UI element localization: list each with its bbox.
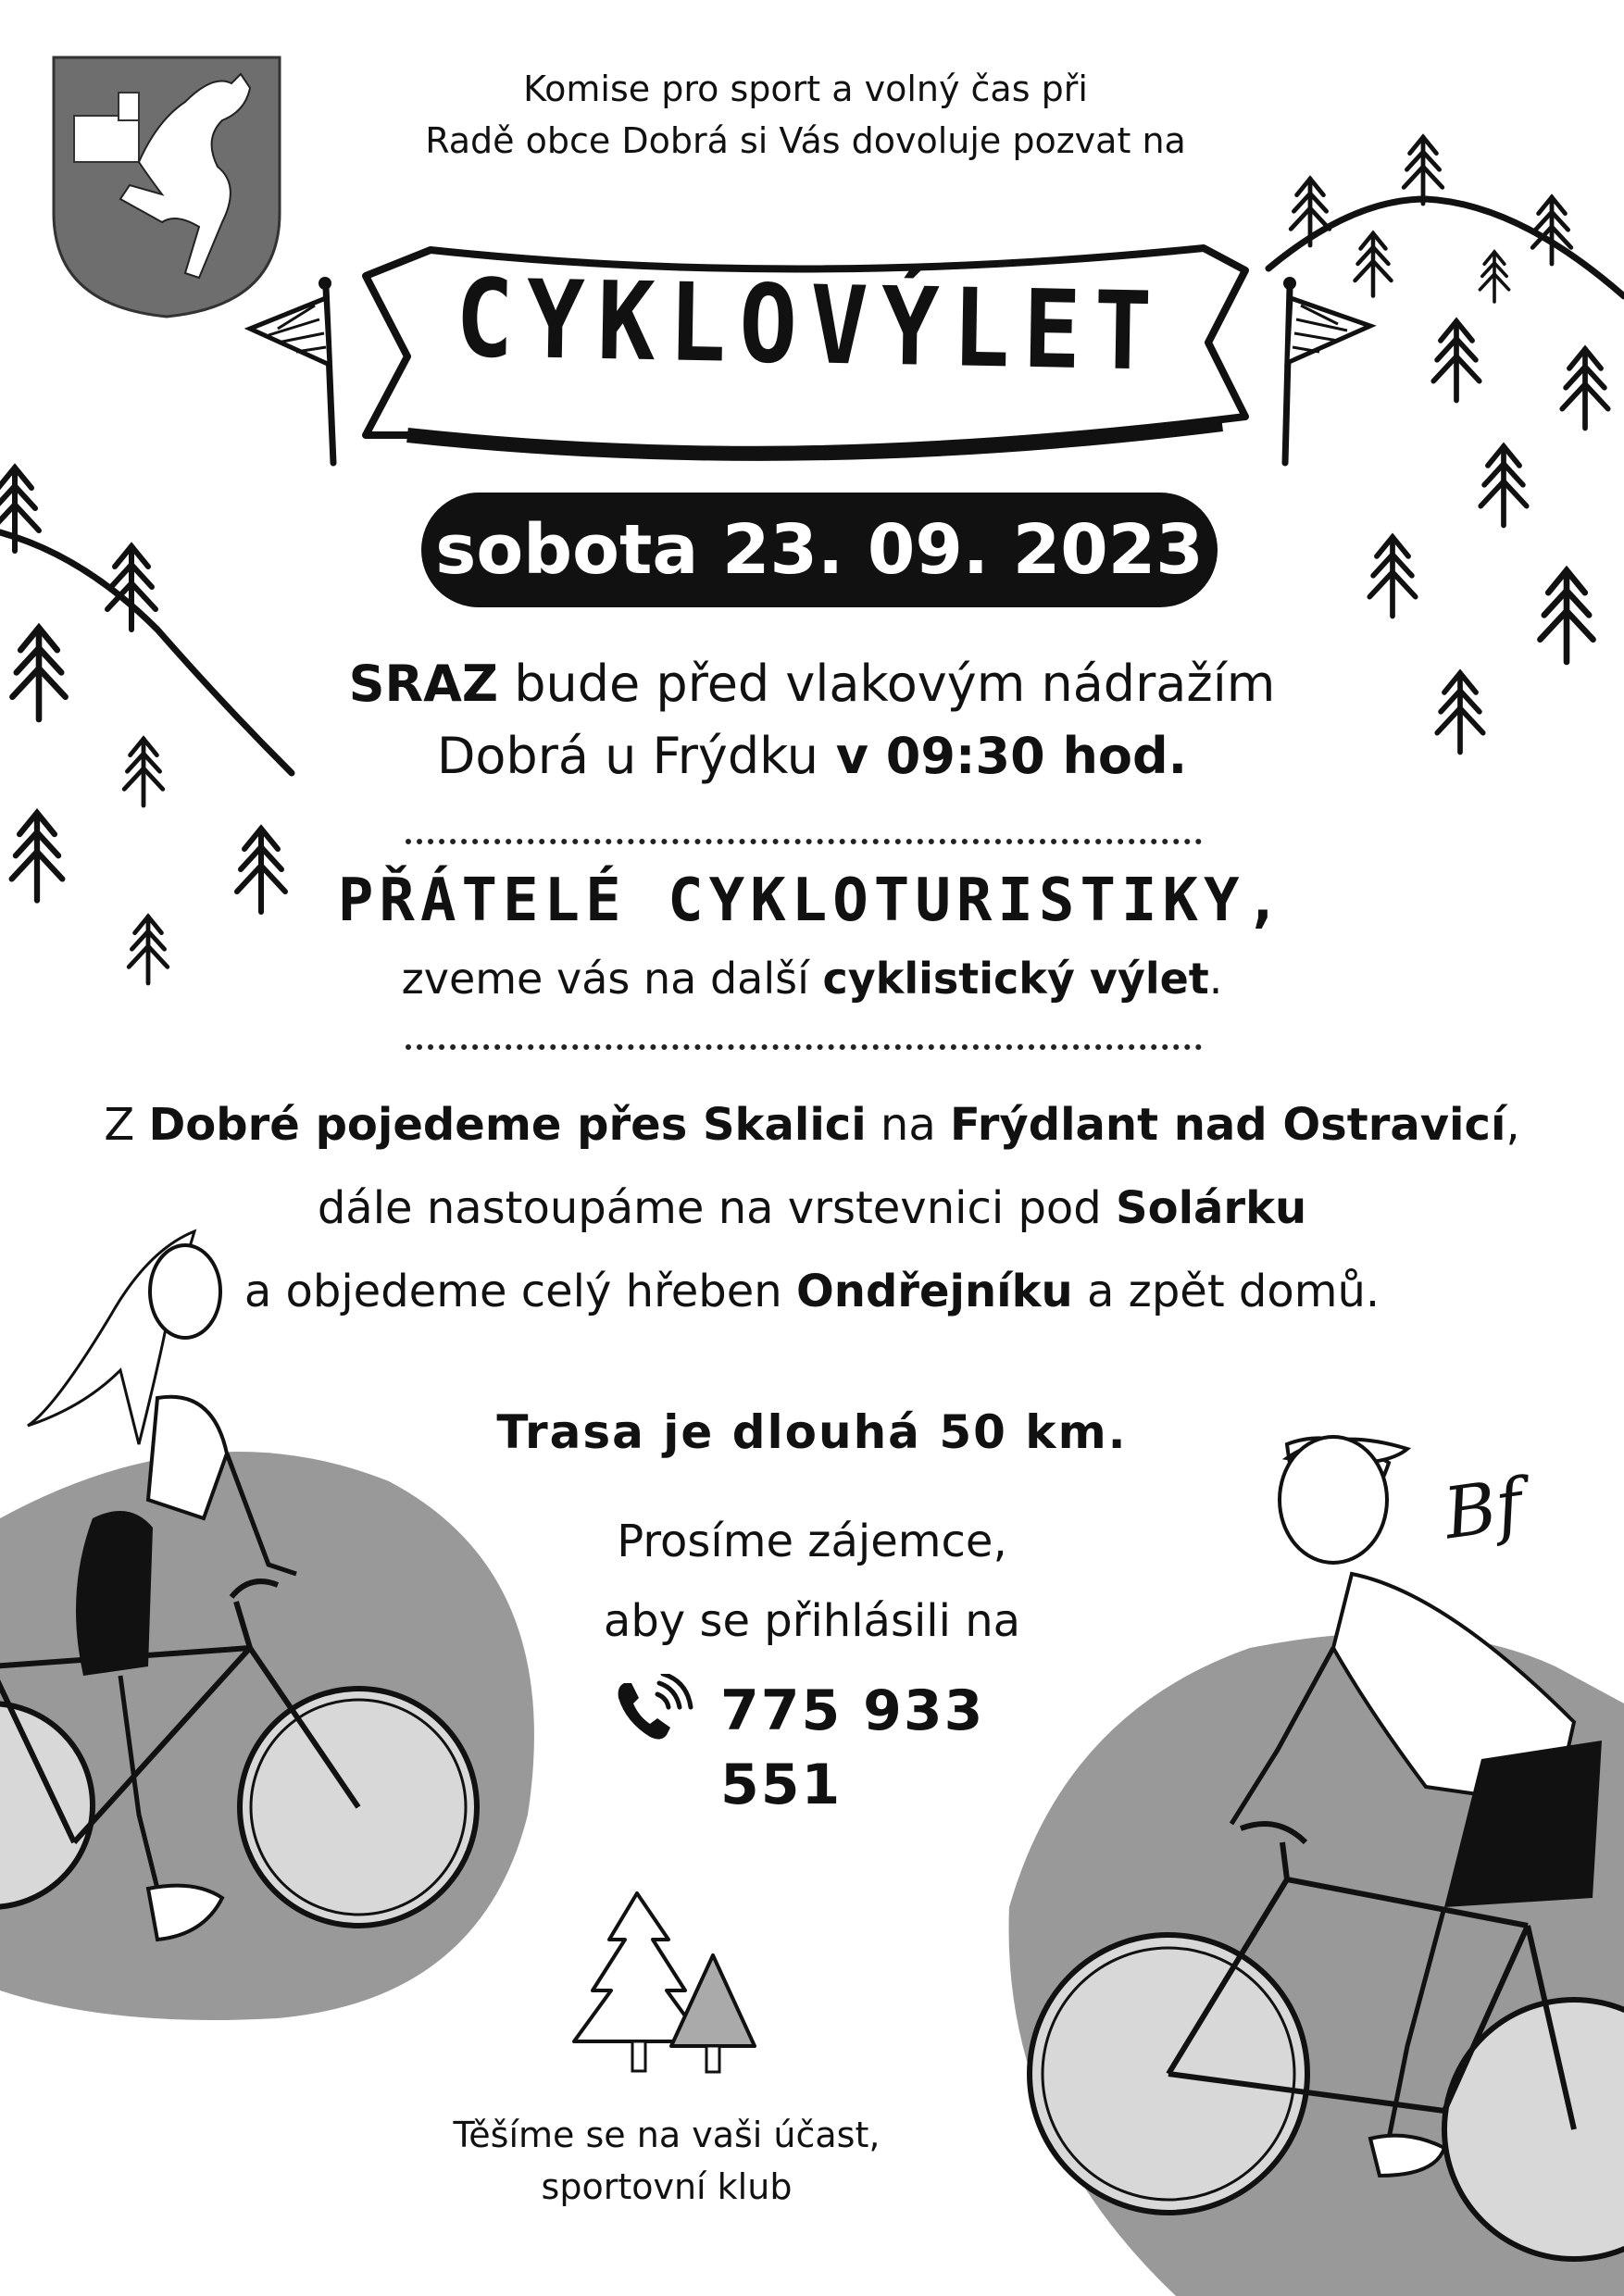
footer-line-1: Těšíme se na vaši účast, [453,2115,881,2155]
artist-signature: Bf [1439,1462,1528,1555]
dotted-divider-2 [406,1044,1202,1050]
pine-tree-icon [574,1893,755,2072]
route-text: a zpět domů. [1072,1266,1380,1317]
footer-text [407,2109,926,2213]
route-text: Z [104,1099,149,1151]
phone-contact[interactable] [611,1674,1037,1817]
meeting-keyword: SRAZ [348,655,499,713]
intro-line-2: Radě obce Dobrá si Vás dovoluje pozvat na [425,120,1186,161]
pennant-flag-icon [1283,277,1370,463]
meeting-line-1: bude před vlakovým nádražím [498,655,1276,713]
dotted-divider-1 [406,839,1202,844]
route-text: dále nastoupáme na vrstevnici pod [317,1182,1117,1234]
friends-sub-end: . [1208,954,1223,1004]
signup-line-2: aby se přihlásili na [603,1595,1021,1647]
phone-icon [611,1674,694,1748]
pennant-flag-icon [250,277,333,463]
route-bold: Dobré pojedeme přes Skalici [148,1099,867,1151]
route-text: na [866,1099,951,1151]
meeting-place: Dobrá u Frýdku [436,727,818,785]
friends-subtitle [0,954,1624,1004]
route-bold: Solárku [1116,1182,1307,1234]
intro-text [407,63,1204,167]
route-description [0,1083,1624,1333]
intro-line-1: Komise pro sport a volný čas při [523,69,1088,109]
friends-sub-bold: cyklistický výlet [822,954,1209,1004]
meeting-time: v 09:30 hod. [818,727,1188,785]
route-bold: Frýdlant nad Ostravicí [950,1099,1506,1151]
phone-number[interactable]: 775 933 551 [720,1678,985,1817]
footer-line-2: sportovní klub [541,2166,793,2207]
event-date-badge: sobota 23. 09. 2023 [421,493,1218,607]
friends-heading: PŘÁTELÉ CYKLOTURISTIKY, [337,867,1287,935]
coat-of-arms-goat-icon [54,57,280,317]
signup-line-1: Prosíme zájemce, [617,1516,1007,1567]
route-text: , [1505,1099,1520,1151]
signup-text [0,1502,1624,1661]
route-length: Trasa je dlouhá 50 km. [496,1405,1128,1459]
friends-sub-plain: zveme vás na další [401,954,823,1004]
route-text: a objedeme celý hřeben [244,1266,796,1317]
route-bold: Ondřejníku [795,1266,1073,1317]
page-title: CYKLOVÝLET [454,255,1167,395]
meeting-info [0,648,1624,792]
